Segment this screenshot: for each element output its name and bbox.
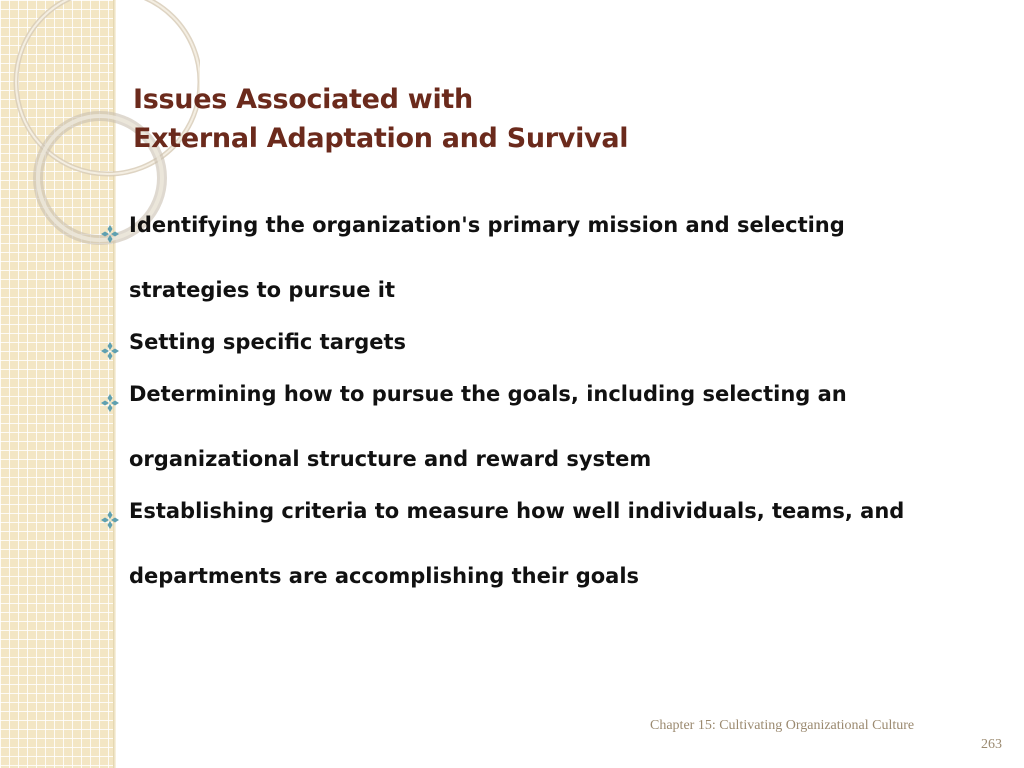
diamond-bullet-icon (100, 224, 120, 244)
title-line-1: Issues Associated with (133, 84, 473, 115)
bullet-text: Determining how to pursue the goals, including selecting an organizational structure and reward system (129, 382, 847, 471)
bullet-item (100, 383, 950, 492)
footer-chapter-title: Chapter 15: Cultivating Organizational Culture (650, 718, 915, 733)
slide-title (133, 80, 953, 158)
title-line-2: External Adaptation and Survival (133, 123, 629, 154)
diamond-bullet-icon (100, 393, 120, 413)
bullet-item (100, 214, 950, 323)
bullet-text: Establishing criteria to measure how well individuals, teams, and departments are accomplishing their goals (129, 499, 905, 588)
bullet-item (100, 500, 950, 609)
diamond-bullet-icon (100, 341, 120, 361)
bullet-list (100, 214, 950, 617)
page-number: 263 (981, 737, 1002, 752)
bullet-text: Identifying the organization's primary mission and selecting strategies to pursue it (129, 213, 845, 302)
bullet-text: Setting specific targets (129, 330, 407, 354)
diamond-bullet-icon (100, 510, 120, 530)
